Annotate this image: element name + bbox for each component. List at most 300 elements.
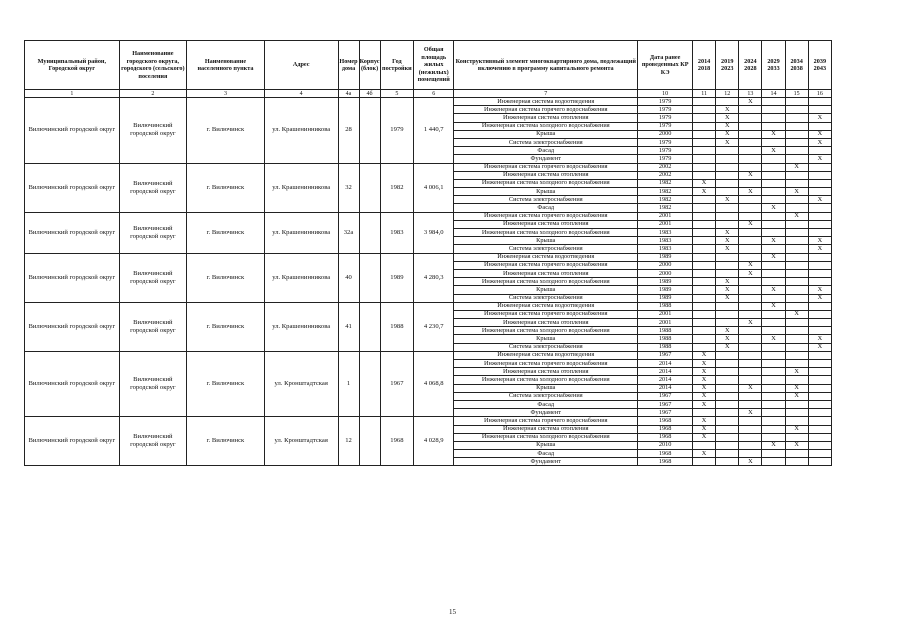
period-mark-cell — [739, 122, 762, 130]
element-cell: Система электроснабжения — [454, 294, 638, 302]
element-cell: Инженерная система холодного водоснабжения — [454, 179, 638, 187]
element-cell: Инженерная система горячего водоснабжения — [454, 106, 638, 114]
period-mark-cell: X — [762, 302, 785, 310]
period-mark-cell: X — [785, 163, 808, 171]
period-mark-cell — [716, 188, 739, 196]
period-mark-cell — [762, 376, 785, 384]
prior-repair-date-cell: 1988 — [638, 302, 693, 310]
period-mark-cell — [808, 302, 831, 310]
period-mark-cell — [762, 261, 785, 269]
period-mark-cell — [762, 360, 785, 368]
column-header: 2029 2033 — [762, 41, 785, 90]
period-mark-cell — [785, 179, 808, 187]
period-mark-cell: X — [808, 196, 831, 204]
period-mark-cell — [762, 98, 785, 106]
district-cell: Вилючинский городской округ — [25, 417, 120, 466]
period-mark-cell — [693, 269, 716, 277]
prior-repair-date-cell: 1983 — [638, 229, 693, 237]
period-mark-cell — [785, 196, 808, 204]
table-row — [25, 98, 832, 106]
period-mark-cell — [762, 163, 785, 171]
period-mark-cell: X — [808, 335, 831, 343]
column-number: 4б — [359, 90, 380, 98]
settlement-cell: Вилючинский городской округ — [119, 417, 186, 466]
period-mark-cell — [739, 327, 762, 335]
period-mark-cell — [716, 433, 739, 441]
prior-repair-date-cell: 1982 — [638, 204, 693, 212]
column-number-row — [25, 90, 832, 98]
period-mark-cell — [762, 343, 785, 351]
period-mark-cell — [785, 302, 808, 310]
table-row — [25, 212, 832, 220]
element-cell: Инженерная система водоотведения — [454, 302, 638, 310]
period-mark-cell — [808, 433, 831, 441]
period-mark-cell — [716, 384, 739, 392]
period-mark-cell — [716, 392, 739, 400]
period-mark-cell: X — [739, 188, 762, 196]
house-number-cell: 1 — [338, 351, 359, 417]
period-mark-cell: X — [716, 294, 739, 302]
period-mark-cell — [716, 319, 739, 327]
period-mark-cell — [808, 351, 831, 359]
element-cell: Система электроснабжения — [454, 196, 638, 204]
period-mark-cell — [693, 106, 716, 114]
address-cell: ул. Крашенинникова — [264, 212, 338, 253]
period-mark-cell — [739, 155, 762, 163]
table-row — [25, 302, 832, 310]
period-mark-cell — [739, 400, 762, 408]
period-mark-cell: X — [739, 171, 762, 179]
period-mark-cell — [808, 204, 831, 212]
period-mark-cell — [808, 319, 831, 327]
period-mark-cell — [693, 261, 716, 269]
period-mark-cell — [785, 400, 808, 408]
period-mark-cell — [808, 450, 831, 458]
period-mark-cell — [785, 171, 808, 179]
period-mark-cell: X — [693, 179, 716, 187]
prior-repair-date-cell: 2001 — [638, 310, 693, 318]
prior-repair-date-cell: 1979 — [638, 114, 693, 122]
element-cell: Система электроснабжения — [454, 138, 638, 146]
period-mark-cell — [808, 220, 831, 228]
element-cell: Крыша — [454, 188, 638, 196]
period-mark-cell — [808, 417, 831, 425]
element-cell: Крыша — [454, 441, 638, 449]
period-mark-cell — [808, 384, 831, 392]
period-mark-cell — [739, 360, 762, 368]
column-header: 2014 2018 — [693, 41, 716, 90]
period-mark-cell — [808, 188, 831, 196]
period-mark-cell — [808, 360, 831, 368]
period-mark-cell — [762, 212, 785, 220]
period-mark-cell — [808, 458, 831, 466]
column-number: 2 — [119, 90, 186, 98]
block-cell — [359, 212, 380, 253]
period-mark-cell — [808, 163, 831, 171]
element-cell: Инженерная система горячего водоснабжения — [454, 360, 638, 368]
period-mark-cell — [693, 286, 716, 294]
period-mark-cell: X — [808, 343, 831, 351]
period-mark-cell — [716, 163, 739, 171]
column-number: 3 — [187, 90, 265, 98]
period-mark-cell: X — [716, 335, 739, 343]
locality-cell: г. Вилючинск — [187, 253, 265, 302]
district-cell: Вилючинский городской округ — [25, 163, 120, 212]
period-mark-cell: X — [716, 245, 739, 253]
locality-cell: г. Вилючинск — [187, 417, 265, 466]
period-mark-cell — [739, 450, 762, 458]
period-mark-cell — [716, 302, 739, 310]
prior-repair-date-cell: 1968 — [638, 458, 693, 466]
period-mark-cell — [762, 188, 785, 196]
period-mark-cell — [739, 286, 762, 294]
period-mark-cell: X — [739, 98, 762, 106]
prior-repair-date-cell: 1983 — [638, 245, 693, 253]
period-mark-cell: X — [739, 409, 762, 417]
column-number: 10 — [638, 90, 693, 98]
period-mark-cell — [808, 327, 831, 335]
period-mark-cell: X — [762, 237, 785, 245]
period-mark-cell — [762, 319, 785, 327]
column-header: 2024 2028 — [739, 41, 762, 90]
period-mark-cell — [716, 360, 739, 368]
period-mark-cell — [716, 204, 739, 212]
prior-repair-date-cell: 2002 — [638, 171, 693, 179]
period-mark-cell — [716, 409, 739, 417]
period-mark-cell — [808, 122, 831, 130]
prior-repair-date-cell: 2002 — [638, 163, 693, 171]
period-mark-cell: X — [716, 122, 739, 130]
prior-repair-date-cell: 1988 — [638, 335, 693, 343]
period-mark-cell — [785, 351, 808, 359]
column-header: Конструктивный элемент многоквартирного дома, подлежащий включению в программу капитального ремонта — [454, 41, 638, 90]
period-mark-cell — [785, 237, 808, 245]
period-mark-cell — [785, 450, 808, 458]
prior-repair-date-cell: 1967 — [638, 351, 693, 359]
period-mark-cell: X — [693, 360, 716, 368]
period-mark-cell — [785, 319, 808, 327]
period-mark-cell — [693, 212, 716, 220]
period-mark-cell — [762, 269, 785, 277]
period-mark-cell — [716, 98, 739, 106]
period-mark-cell — [762, 294, 785, 302]
period-mark-cell — [808, 278, 831, 286]
element-cell: Фасад — [454, 147, 638, 155]
prior-repair-date-cell: 1979 — [638, 122, 693, 130]
prior-repair-date-cell: 1979 — [638, 147, 693, 155]
prior-repair-date-cell: 2000 — [638, 261, 693, 269]
prior-repair-date-cell: 1968 — [638, 425, 693, 433]
element-cell: Крыша — [454, 335, 638, 343]
period-mark-cell — [762, 425, 785, 433]
period-mark-cell — [785, 229, 808, 237]
period-mark-cell: X — [739, 269, 762, 277]
column-number: 13 — [739, 90, 762, 98]
period-mark-cell: X — [785, 368, 808, 376]
period-mark-cell — [808, 261, 831, 269]
house-number-cell: 32 — [338, 163, 359, 212]
period-mark-cell — [693, 171, 716, 179]
period-mark-cell: X — [739, 261, 762, 269]
period-mark-cell — [762, 106, 785, 114]
period-mark-cell — [808, 253, 831, 261]
element-cell: Инженерная система водоотведения — [454, 253, 638, 261]
block-cell — [359, 163, 380, 212]
prior-repair-date-cell: 1988 — [638, 343, 693, 351]
period-mark-cell — [739, 138, 762, 146]
period-mark-cell — [762, 400, 785, 408]
period-mark-cell — [716, 253, 739, 261]
period-mark-cell: X — [716, 196, 739, 204]
period-mark-cell: X — [808, 155, 831, 163]
column-header: Номер дома — [338, 41, 359, 90]
prior-repair-date-cell: 1982 — [638, 196, 693, 204]
column-header: Корпус (блок) — [359, 41, 380, 90]
table-header-row — [25, 41, 832, 90]
period-mark-cell — [785, 245, 808, 253]
district-cell: Вилючинский городской округ — [25, 351, 120, 417]
period-mark-cell: X — [716, 343, 739, 351]
period-mark-cell — [693, 310, 716, 318]
element-cell: Инженерная система холодного водоснабжения — [454, 229, 638, 237]
page-number: 15 — [449, 608, 456, 616]
period-mark-cell — [762, 196, 785, 204]
period-mark-cell — [785, 360, 808, 368]
period-mark-cell: X — [716, 106, 739, 114]
period-mark-cell: X — [693, 433, 716, 441]
period-mark-cell — [785, 294, 808, 302]
element-cell: Инженерная система горячего водоснабжения — [454, 310, 638, 318]
column-number: 4а — [338, 90, 359, 98]
period-mark-cell — [693, 155, 716, 163]
period-mark-cell — [785, 335, 808, 343]
period-mark-cell — [693, 335, 716, 343]
period-mark-cell — [693, 98, 716, 106]
period-mark-cell — [693, 458, 716, 466]
period-mark-cell — [693, 441, 716, 449]
prior-repair-date-cell: 1988 — [638, 327, 693, 335]
element-cell: Фундамент — [454, 155, 638, 163]
prior-repair-date-cell: 1979 — [638, 106, 693, 114]
period-mark-cell — [785, 261, 808, 269]
prior-repair-date-cell: 2014 — [638, 384, 693, 392]
period-mark-cell — [785, 220, 808, 228]
period-mark-cell — [739, 114, 762, 122]
period-mark-cell: X — [693, 392, 716, 400]
period-mark-cell — [762, 417, 785, 425]
period-mark-cell — [716, 155, 739, 163]
period-mark-cell: X — [808, 138, 831, 146]
area-cell: 3 984,0 — [414, 212, 454, 253]
settlement-cell: Вилючинский городской округ — [119, 351, 186, 417]
locality-cell: г. Вилючинск — [187, 212, 265, 253]
period-mark-cell — [739, 425, 762, 433]
period-mark-cell — [808, 310, 831, 318]
build-year-cell: 1982 — [380, 163, 414, 212]
period-mark-cell — [693, 114, 716, 122]
address-cell: ул. Кронштадтская — [264, 417, 338, 466]
element-cell: Система электроснабжения — [454, 343, 638, 351]
period-mark-cell: X — [716, 229, 739, 237]
element-cell: Крыша — [454, 286, 638, 294]
district-cell: Вилючинский городской округ — [25, 302, 120, 351]
district-cell: Вилючинский городской округ — [25, 212, 120, 253]
period-mark-cell — [716, 147, 739, 155]
column-number: 1 — [25, 90, 120, 98]
period-mark-cell — [739, 351, 762, 359]
prior-repair-date-cell: 2001 — [638, 212, 693, 220]
locality-cell: г. Вилючинск — [187, 98, 265, 164]
prior-repair-date-cell: 1982 — [638, 179, 693, 187]
column-header: Дата ранее проведенных КР КЭ — [638, 41, 693, 90]
column-number: 15 — [785, 90, 808, 98]
period-mark-cell: X — [762, 286, 785, 294]
build-year-cell: 1979 — [380, 98, 414, 164]
period-mark-cell — [716, 269, 739, 277]
build-year-cell: 1968 — [380, 417, 414, 466]
period-mark-cell — [762, 384, 785, 392]
element-cell: Инженерная система отопления — [454, 425, 638, 433]
period-mark-cell — [739, 130, 762, 138]
build-year-cell: 1967 — [380, 351, 414, 417]
column-header: 2039 2043 — [808, 41, 831, 90]
period-mark-cell — [785, 122, 808, 130]
area-cell: 4 068,8 — [414, 351, 454, 417]
period-mark-cell — [716, 376, 739, 384]
element-cell: Фундамент — [454, 409, 638, 417]
element-cell: Инженерная система горячего водоснабжения — [454, 417, 638, 425]
period-mark-cell — [693, 302, 716, 310]
column-number: 12 — [716, 90, 739, 98]
period-mark-cell — [808, 212, 831, 220]
period-mark-cell — [785, 204, 808, 212]
period-mark-cell: X — [808, 286, 831, 294]
period-mark-cell — [762, 138, 785, 146]
period-mark-cell — [808, 376, 831, 384]
period-mark-cell: X — [762, 253, 785, 261]
period-mark-cell: X — [739, 319, 762, 327]
period-mark-cell — [785, 147, 808, 155]
build-year-cell: 1988 — [380, 302, 414, 351]
element-cell: Инженерная система горячего водоснабжения — [454, 163, 638, 171]
period-mark-cell: X — [785, 392, 808, 400]
period-mark-cell — [808, 441, 831, 449]
period-mark-cell — [762, 458, 785, 466]
period-mark-cell: X — [762, 147, 785, 155]
element-cell: Инженерная система отопления — [454, 319, 638, 327]
period-mark-cell: X — [716, 278, 739, 286]
period-mark-cell — [785, 114, 808, 122]
period-mark-cell: X — [739, 384, 762, 392]
period-mark-cell — [762, 392, 785, 400]
locality-cell: г. Вилючинск — [187, 163, 265, 212]
column-header: 2034 2038 — [785, 41, 808, 90]
period-mark-cell — [808, 171, 831, 179]
period-mark-cell — [808, 106, 831, 114]
period-mark-cell — [739, 237, 762, 245]
prior-repair-date-cell: 2014 — [638, 360, 693, 368]
period-mark-cell — [785, 417, 808, 425]
element-cell: Инженерная система отопления — [454, 220, 638, 228]
period-mark-cell — [785, 138, 808, 146]
period-mark-cell — [808, 179, 831, 187]
period-mark-cell — [693, 409, 716, 417]
period-mark-cell — [716, 261, 739, 269]
period-mark-cell — [739, 376, 762, 384]
element-cell: Инженерная система водоотведения — [454, 351, 638, 359]
period-mark-cell: X — [762, 130, 785, 138]
period-mark-cell: X — [785, 188, 808, 196]
period-mark-cell — [693, 237, 716, 245]
element-cell: Фундамент — [454, 458, 638, 466]
element-cell: Инженерная система отопления — [454, 368, 638, 376]
period-mark-cell — [693, 147, 716, 155]
period-mark-cell — [762, 179, 785, 187]
period-mark-cell — [762, 122, 785, 130]
prior-repair-date-cell: 1967 — [638, 392, 693, 400]
period-mark-cell — [785, 343, 808, 351]
period-mark-cell — [739, 147, 762, 155]
house-number-cell: 12 — [338, 417, 359, 466]
element-cell: Крыша — [454, 130, 638, 138]
period-mark-cell — [693, 163, 716, 171]
period-mark-cell — [808, 98, 831, 106]
period-mark-cell — [739, 179, 762, 187]
period-mark-cell — [739, 433, 762, 441]
period-mark-cell — [716, 310, 739, 318]
prior-repair-date-cell: 1967 — [638, 400, 693, 408]
table-row — [25, 253, 832, 261]
period-mark-cell — [808, 147, 831, 155]
column-header: Наименование населенного пункта — [187, 41, 265, 90]
prior-repair-date-cell: 1989 — [638, 278, 693, 286]
block-cell — [359, 417, 380, 466]
period-mark-cell — [739, 212, 762, 220]
element-cell: Крыша — [454, 237, 638, 245]
column-number: 7 — [454, 90, 638, 98]
period-mark-cell — [716, 400, 739, 408]
column-header: Муниципальный район, Городской округ — [25, 41, 120, 90]
area-cell: 1 440,7 — [414, 98, 454, 164]
period-mark-cell: X — [716, 114, 739, 122]
period-mark-cell: X — [808, 114, 831, 122]
locality-cell: г. Вилючинск — [187, 302, 265, 351]
district-cell: Вилючинский городской округ — [25, 253, 120, 302]
period-mark-cell — [762, 155, 785, 163]
period-mark-cell — [693, 122, 716, 130]
prior-repair-date-cell: 2014 — [638, 376, 693, 384]
period-mark-cell — [739, 245, 762, 253]
period-mark-cell — [808, 269, 831, 277]
element-cell: Инженерная система отопления — [454, 171, 638, 179]
period-mark-cell — [693, 253, 716, 261]
period-mark-cell — [762, 368, 785, 376]
element-cell: Инженерная система горячего водоснабжения — [454, 212, 638, 220]
period-mark-cell — [785, 327, 808, 335]
prior-repair-date-cell: 1979 — [638, 98, 693, 106]
element-cell: Фасад — [454, 204, 638, 212]
prior-repair-date-cell: 2001 — [638, 220, 693, 228]
period-mark-cell — [762, 450, 785, 458]
period-mark-cell — [762, 171, 785, 179]
period-mark-cell — [785, 106, 808, 114]
period-mark-cell — [739, 229, 762, 237]
period-mark-cell: X — [785, 425, 808, 433]
period-mark-cell — [785, 458, 808, 466]
period-mark-cell — [762, 229, 785, 237]
prior-repair-date-cell: 1979 — [638, 138, 693, 146]
period-mark-cell — [693, 204, 716, 212]
